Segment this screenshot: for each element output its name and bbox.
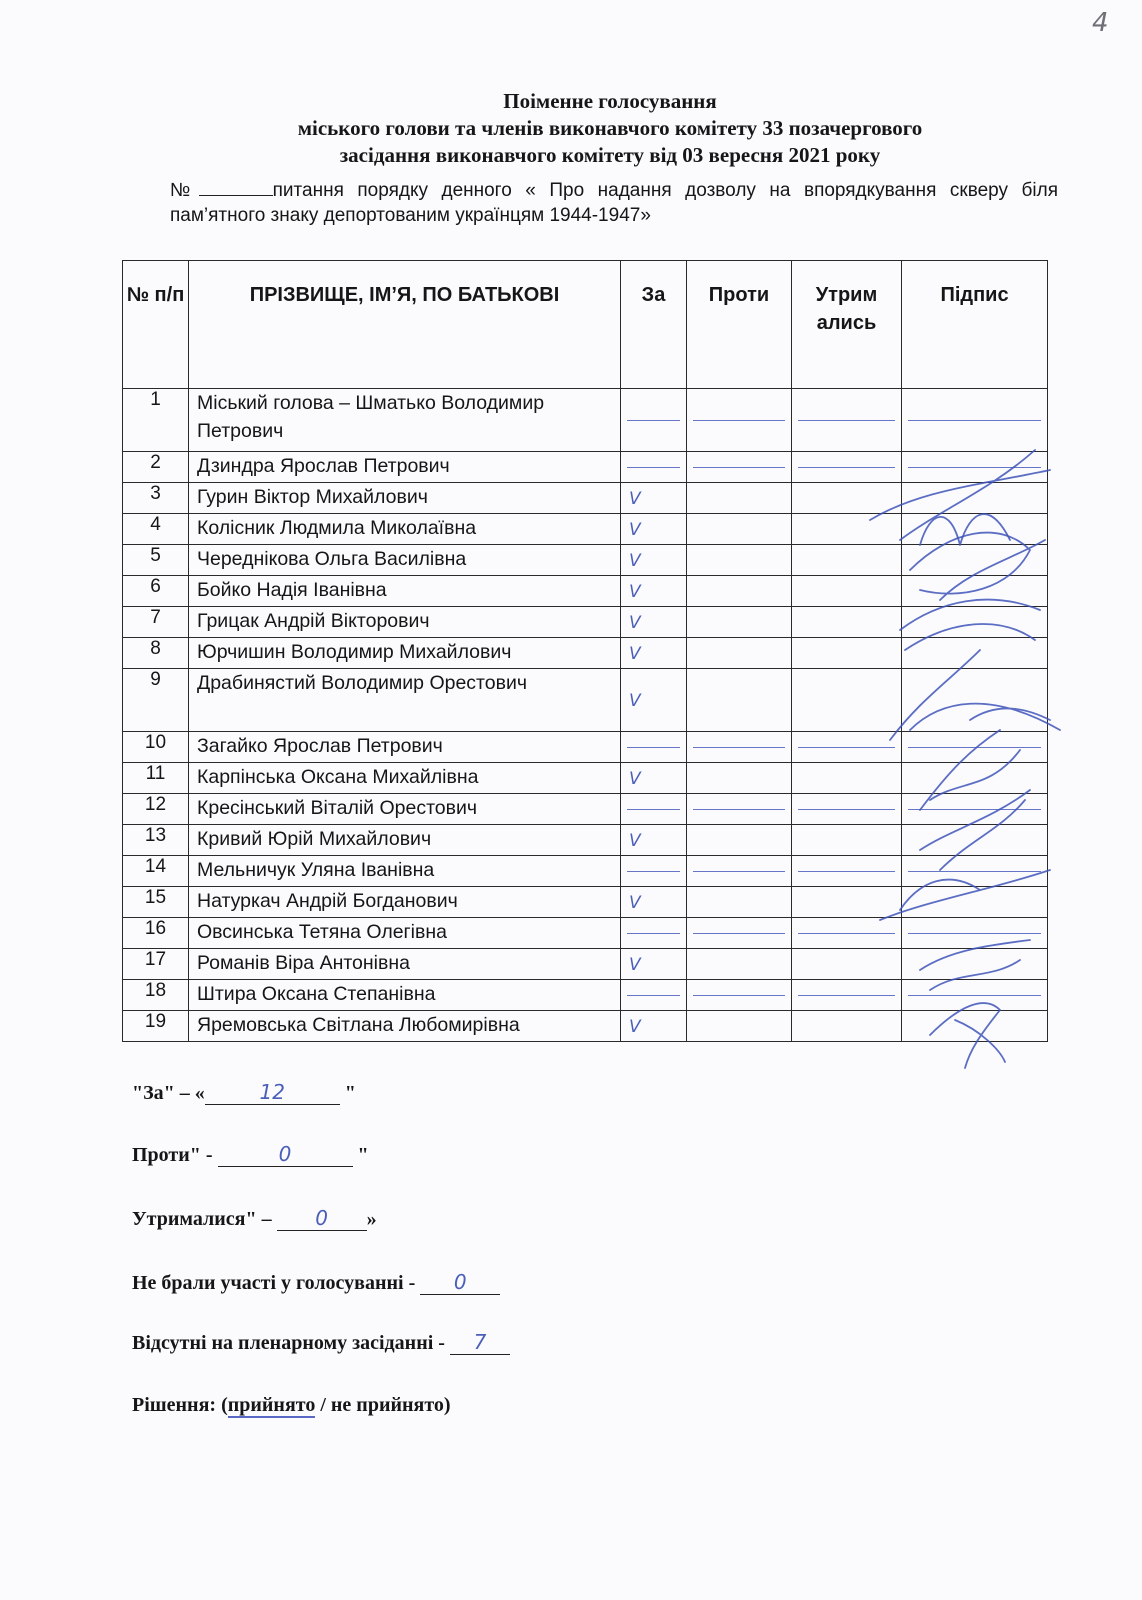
vote-against-cell — [687, 918, 792, 949]
row-number: 18 — [123, 980, 189, 1011]
absence-line — [693, 467, 785, 468]
vote-for-cell — [621, 856, 687, 887]
absence-line — [693, 995, 785, 996]
vote-for-cell — [621, 483, 687, 514]
member-name: Драбинястий Володимир Орестович — [189, 669, 621, 732]
vote-against-cell — [687, 794, 792, 825]
vote-against-cell — [687, 452, 792, 483]
vote-for-cell — [621, 452, 687, 483]
title-line-3: засідання виконавчого комітету від 03 вересня 2021 року — [339, 143, 881, 167]
vote-check-mark: V — [629, 768, 641, 789]
decision: Рішення: (прийнято / не прийнято) — [132, 1394, 451, 1416]
vote-check-mark: V — [629, 550, 641, 571]
member-name: Карпінська Оксана Михайлівна — [189, 763, 621, 794]
vote-check-mark: V — [629, 892, 641, 913]
vote-against-cell — [687, 763, 792, 794]
vote-check-mark: V — [629, 488, 641, 509]
result-against: Проти" - 0 " — [132, 1142, 369, 1166]
vote-check-mark: V — [629, 1016, 641, 1037]
title-line-2: міського голови та членів виконавчого комітету 33 позачергового — [297, 116, 923, 140]
row-number: 12 — [123, 794, 189, 825]
vote-against-cell — [687, 389, 792, 452]
vote-for-cell — [621, 669, 687, 732]
result-absent: Відсутні на пленарному засіданні - 7 — [132, 1330, 510, 1355]
vote-check-mark: V — [629, 954, 641, 975]
vote-against-cell — [687, 856, 792, 887]
agenda-item-description: питання порядку денного « Про надання дозволу на впорядкування скверу біля пам’ятного знаку депортованим українцям 1944-1947» — [170, 180, 1058, 226]
member-name: Гурин Віктор Михайлович — [189, 483, 621, 514]
table-row — [123, 389, 1048, 452]
row-number: 10 — [123, 732, 189, 763]
title-line-1: Поіменне голосування — [503, 89, 717, 113]
vote-against-cell — [687, 949, 792, 980]
vote-check-mark: V — [629, 830, 641, 851]
row-number: 13 — [123, 825, 189, 856]
absence-line — [627, 467, 680, 468]
member-name: Натуркач Андрій Богданович — [189, 887, 621, 918]
vote-check-mark: V — [629, 581, 641, 602]
vote-against-cell — [687, 669, 792, 732]
vote-for-cell — [621, 638, 687, 669]
member-name: Бойко Надія Іванівна — [189, 576, 621, 607]
vote-against-cell — [687, 887, 792, 918]
vote-check-mark: V — [629, 612, 641, 633]
absence-line — [627, 420, 680, 421]
result-absent-value: 7 — [450, 1330, 510, 1355]
result-against-value: 0 — [218, 1142, 353, 1167]
member-name: Дзиндра Ярослав Петрович — [189, 452, 621, 483]
row-number: 7 — [123, 607, 189, 638]
absence-line — [693, 747, 785, 748]
row-number: 14 — [123, 856, 189, 887]
absence-line — [693, 420, 785, 421]
vote-check-mark: V — [629, 690, 641, 711]
row-number: 9 — [123, 669, 189, 732]
header-name: ПРІЗВИЩЕ, ІМ’Я, ПО БАТЬКОВІ — [189, 261, 621, 389]
row-number: 5 — [123, 545, 189, 576]
member-name: Череднікова Ольга Василівна — [189, 545, 621, 576]
member-name: Яремовська Світлана Любомирівна — [189, 1011, 621, 1042]
result-for: "За" – « 12 " — [132, 1080, 356, 1104]
vote-for-cell — [621, 763, 687, 794]
absence-line — [627, 995, 680, 996]
row-number: 16 — [123, 918, 189, 949]
row-number: 8 — [123, 638, 189, 669]
member-name: Міський голова – Шматько Володимир Петрович — [189, 389, 621, 452]
row-number: 2 — [123, 452, 189, 483]
result-not-voted: Не брали участі у голосуванні - 0 — [132, 1270, 500, 1295]
row-number: 15 — [123, 887, 189, 918]
absence-line — [627, 933, 680, 934]
result-abstained-value: 0 — [277, 1206, 367, 1231]
vote-for-cell — [621, 794, 687, 825]
result-for-value: 12 — [205, 1080, 340, 1105]
vote-check-mark: V — [629, 643, 641, 664]
member-name: Романів Віра Антонівна — [189, 949, 621, 980]
vote-for-cell — [621, 545, 687, 576]
signature-cell — [902, 389, 1048, 452]
agenda-item-text — [170, 178, 1058, 228]
member-name: Овсинська Тетяна Олегівна — [189, 918, 621, 949]
vote-for-cell — [621, 607, 687, 638]
vote-for-cell — [621, 887, 687, 918]
vote-for-cell — [621, 918, 687, 949]
member-name: Загайко Ярослав Петрович — [189, 732, 621, 763]
vote-check-mark: V — [629, 519, 641, 540]
vote-against-cell — [687, 732, 792, 763]
absence-line — [627, 871, 680, 872]
member-name: Кривий Юрій Михайлович — [189, 825, 621, 856]
absence-line — [798, 420, 895, 421]
header-against: Проти — [687, 261, 792, 389]
row-number: 4 — [123, 514, 189, 545]
vote-for-cell — [621, 949, 687, 980]
absence-line — [627, 747, 680, 748]
vote-for-cell — [621, 1011, 687, 1042]
result-not-voted-value: 0 — [420, 1270, 500, 1295]
row-number: 3 — [123, 483, 189, 514]
header-abstained: Утрим ались — [792, 261, 902, 389]
result-abstained: Утрималися" – 0 » — [132, 1206, 377, 1230]
document-title — [150, 88, 1070, 169]
item-number-blank — [199, 181, 273, 196]
row-number: 11 — [123, 763, 189, 794]
vote-against-cell — [687, 1011, 792, 1042]
member-name: Грицак Андрій Вікторович — [189, 607, 621, 638]
vote-against-cell — [687, 607, 792, 638]
header-number: № п/п — [123, 261, 189, 389]
absence-line — [693, 809, 785, 810]
row-number: 17 — [123, 949, 189, 980]
vote-for-cell — [621, 576, 687, 607]
vote-for-cell — [621, 732, 687, 763]
page-number: 4 — [1092, 8, 1109, 38]
absence-line — [627, 809, 680, 810]
row-number: 19 — [123, 1011, 189, 1042]
vote-against-cell — [687, 638, 792, 669]
absence-line — [693, 933, 785, 934]
signatures-scribble — [860, 450, 1100, 1070]
vote-against-cell — [687, 980, 792, 1011]
vote-for-cell — [621, 980, 687, 1011]
vote-against-cell — [687, 483, 792, 514]
member-name: Мельничук Уляна Іванівна — [189, 856, 621, 887]
vote-for-cell — [621, 389, 687, 452]
absence-line — [908, 420, 1041, 421]
vote-against-cell — [687, 545, 792, 576]
vote-against-cell — [687, 576, 792, 607]
vote-against-cell — [687, 825, 792, 856]
header-signature: Підпис — [902, 261, 1048, 389]
decision-rejected: не прийнято — [330, 1394, 444, 1416]
absence-line — [693, 871, 785, 872]
vote-for-cell — [621, 514, 687, 545]
row-number: 1 — [123, 389, 189, 452]
member-name: Юрчишин Володимир Михайлович — [189, 638, 621, 669]
table-header-row — [123, 261, 1048, 389]
vote-for-cell — [621, 825, 687, 856]
vote-against-cell — [687, 514, 792, 545]
row-number: 6 — [123, 576, 189, 607]
header-for: За — [621, 261, 687, 389]
member-name: Колісник Людмила Миколаївна — [189, 514, 621, 545]
member-name: Кресінський Віталій Орестович — [189, 794, 621, 825]
member-name: Штира Оксана Степанівна — [189, 980, 621, 1011]
number-sign: № — [170, 180, 199, 201]
vote-abstained-cell — [792, 389, 902, 452]
decision-accepted: прийнято — [227, 1394, 316, 1416]
